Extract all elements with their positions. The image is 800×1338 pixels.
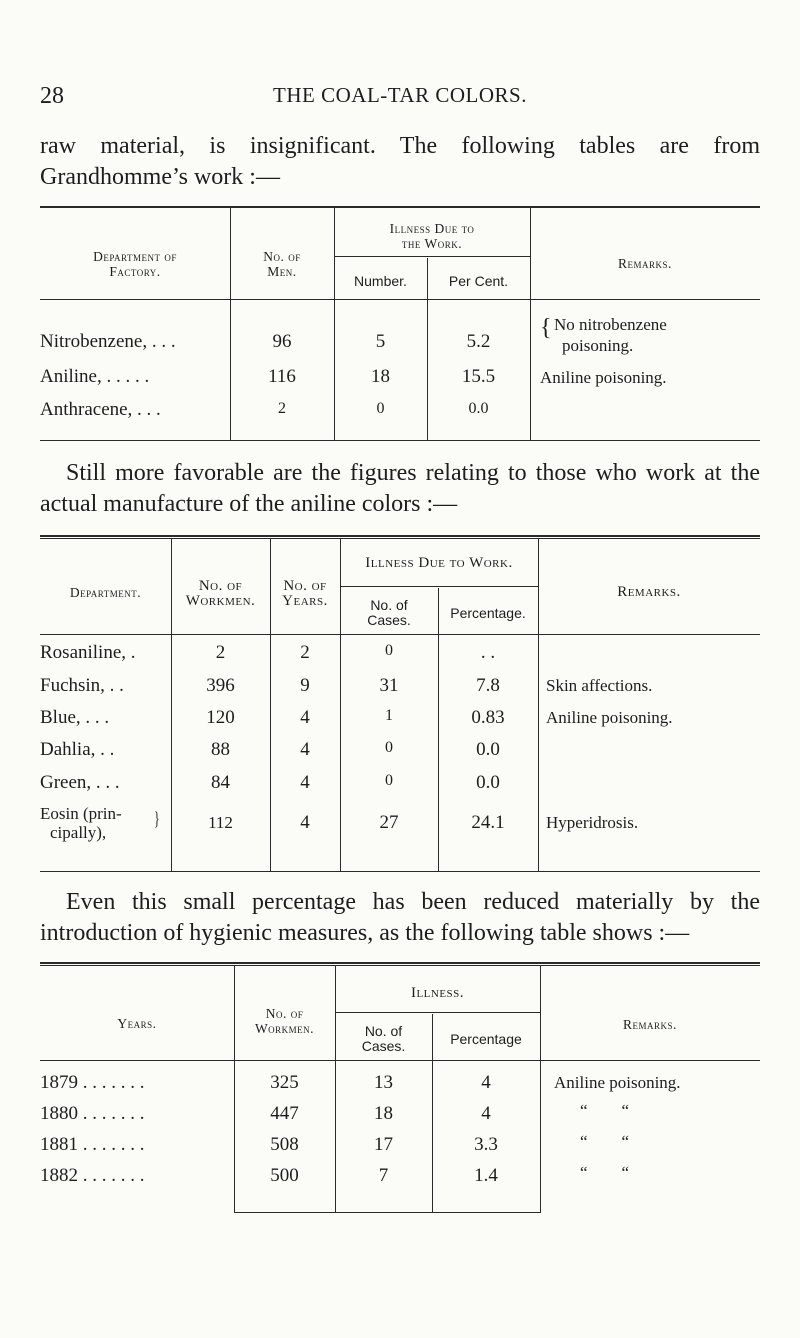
cell-cases: 0 — [385, 642, 393, 659]
table-rule-top — [40, 965, 760, 966]
cell-percentage: 24.1 — [471, 812, 505, 833]
cell-department: Blue, . . . — [40, 707, 110, 728]
cell-years: 4 — [300, 812, 310, 833]
table-rule-bottom — [234, 1212, 540, 1213]
header-department: Department. — [69, 585, 142, 600]
page-number: 28 — [40, 83, 64, 109]
cell-cases: 0 — [385, 772, 393, 789]
table-years — [40, 962, 760, 1217]
cell-years: 4 — [300, 739, 310, 760]
cell-percentage: 3.3 — [474, 1134, 498, 1155]
table-rule-subheader — [335, 1012, 540, 1013]
cell-year: 1880 . . . . . . . — [40, 1103, 145, 1124]
cell-percentage: 4 — [481, 1103, 491, 1124]
cell-year: 1881 . . . . . . . — [40, 1134, 145, 1155]
cell-years: 9 — [300, 675, 310, 696]
cell-workmen: 2 — [215, 642, 226, 663]
cell-number: 18 — [371, 366, 390, 387]
table-rule-top — [40, 538, 760, 539]
cell-cases: 0 — [385, 739, 393, 756]
cell-cases: 13 — [374, 1072, 393, 1093]
header-percentage: Percentage. — [450, 605, 526, 621]
table-rule-header — [40, 299, 760, 300]
cell-department: Anthracene, . . . — [40, 399, 161, 420]
cell-years: 4 — [300, 707, 310, 728]
header-percent: Per Cent. — [448, 273, 509, 289]
cell-remarks: No nitrobenzene poisoning. — [554, 315, 667, 355]
cell-year: 1882 . . . . . . . — [40, 1165, 145, 1186]
cell-cases: 27 — [379, 812, 399, 833]
header-cases: No. of Cases. — [367, 597, 411, 628]
running-title: THE COAL-TAR COLORS. — [273, 83, 527, 107]
cell-department: Aniline, . . . . . — [40, 366, 150, 387]
cell-number: 0 — [376, 400, 385, 417]
cell-years: 2 — [300, 642, 310, 663]
cell-remarks: Aniline poisoning. — [546, 708, 673, 727]
header-number: Number. — [354, 273, 407, 289]
cell-percent: 5.2 — [466, 331, 491, 352]
table-divider — [540, 966, 541, 1213]
cell-men: 2 — [278, 400, 286, 417]
paragraph-hygienic: Even this small percentage has been reduced materially by the introduction of hygienic measures, as the following table shows :— — [40, 889, 760, 946]
cell-percent: 0.0 — [468, 400, 489, 417]
cell-number: 5 — [375, 331, 386, 352]
header-illness: Illness Due to Work. — [365, 555, 513, 571]
cell-department: Green, . . . — [40, 772, 120, 793]
brace-icon: { — [540, 315, 552, 341]
cell-percentage: 7.8 — [476, 675, 500, 696]
cell-department: Eosin (prin- cipally), — [40, 804, 122, 842]
cell-remarks: Skin affections. — [546, 676, 653, 695]
cell-remarks: “ “ — [580, 1132, 630, 1151]
header-department: Department of Factory. — [93, 249, 177, 279]
page-header — [40, 83, 760, 113]
cell-department: Dahlia, . . — [40, 739, 115, 760]
cell-percentage: 0.83 — [471, 707, 505, 728]
header-workmen: No. of Workmen. — [254, 1006, 315, 1036]
header-men: No. of Men. — [263, 249, 301, 279]
cell-cases: 17 — [374, 1134, 393, 1155]
table-grandhomme — [40, 206, 760, 442]
header-remarks: Remarks. — [623, 1017, 677, 1032]
table-divider — [530, 208, 531, 440]
header-years: Years. — [117, 1016, 157, 1031]
cell-percentage: 0.0 — [476, 772, 500, 793]
paragraph-intro: raw material, is insignificant. The following tables are from Grandhomme’s work :— — [40, 133, 760, 190]
cell-workmen: 120 — [206, 707, 235, 728]
cell-department: Rosaniline, . — [40, 642, 136, 663]
cell-remarks: Hyperidrosis. — [546, 813, 639, 832]
table-rule-top — [40, 206, 760, 208]
cell-workmen: 508 — [270, 1134, 299, 1155]
table-rule-bottom — [40, 871, 760, 872]
paragraph-manufacture: Still more favorable are the figures relating to those who work at the actual manufacture of the aniline colors :— — [40, 460, 760, 517]
cell-workmen: 112 — [208, 813, 233, 832]
header-remarks: Remarks. — [618, 256, 672, 271]
header-illness: Illness Due to the Work. — [389, 221, 475, 251]
cell-percentage: 1.4 — [474, 1165, 498, 1186]
cell-workmen: 88 — [211, 739, 230, 760]
cell-percentage: . . — [480, 642, 496, 663]
table-rule-subheader — [334, 256, 530, 257]
cell-years: 4 — [300, 772, 310, 793]
cell-cases: 1 — [385, 707, 393, 724]
header-years: No. of Years. — [282, 578, 328, 609]
cell-year: 1879 . . . . . . . — [40, 1072, 145, 1093]
cell-workmen: 500 — [270, 1165, 299, 1186]
cell-remarks: “ “ — [580, 1163, 630, 1182]
cell-cases: 7 — [378, 1165, 389, 1186]
table-aniline-body — [40, 634, 760, 874]
header-percentage: Percentage — [450, 1031, 522, 1047]
cell-percentage: 0.0 — [476, 739, 500, 760]
header-illness: Illness. — [410, 985, 465, 1001]
header-workmen: No. of Workmen. — [185, 578, 256, 609]
cell-workmen: 325 — [270, 1072, 299, 1093]
cell-remarks: Aniline poisoning. — [540, 368, 667, 387]
table-rule-bottom — [40, 440, 760, 441]
table-rule-header — [40, 1060, 760, 1061]
cell-percentage: 4 — [481, 1072, 491, 1093]
cell-percent: 15.5 — [461, 366, 496, 387]
cell-men: 96 — [272, 331, 292, 352]
cell-workmen: 447 — [270, 1103, 299, 1124]
header-cases: No. of Cases. — [361, 1023, 406, 1054]
table-rule-top — [40, 535, 760, 537]
brace-icon: } — [154, 807, 160, 830]
cell-workmen: 396 — [206, 675, 235, 696]
header-remarks: Remarks. — [617, 584, 681, 600]
cell-remarks: “ “ — [580, 1101, 630, 1120]
cell-cases: 31 — [379, 675, 399, 696]
cell-remarks: Aniline poisoning. — [554, 1073, 681, 1092]
table-rule-subheader — [340, 586, 538, 587]
cell-department: Fuchsin, . . — [40, 675, 124, 696]
cell-department: Nitrobenzene, . . . — [40, 331, 176, 352]
cell-cases: 18 — [374, 1103, 393, 1124]
cell-workmen: 84 — [211, 772, 230, 793]
table-rule-top — [40, 962, 760, 964]
cell-men: 116 — [268, 366, 296, 387]
